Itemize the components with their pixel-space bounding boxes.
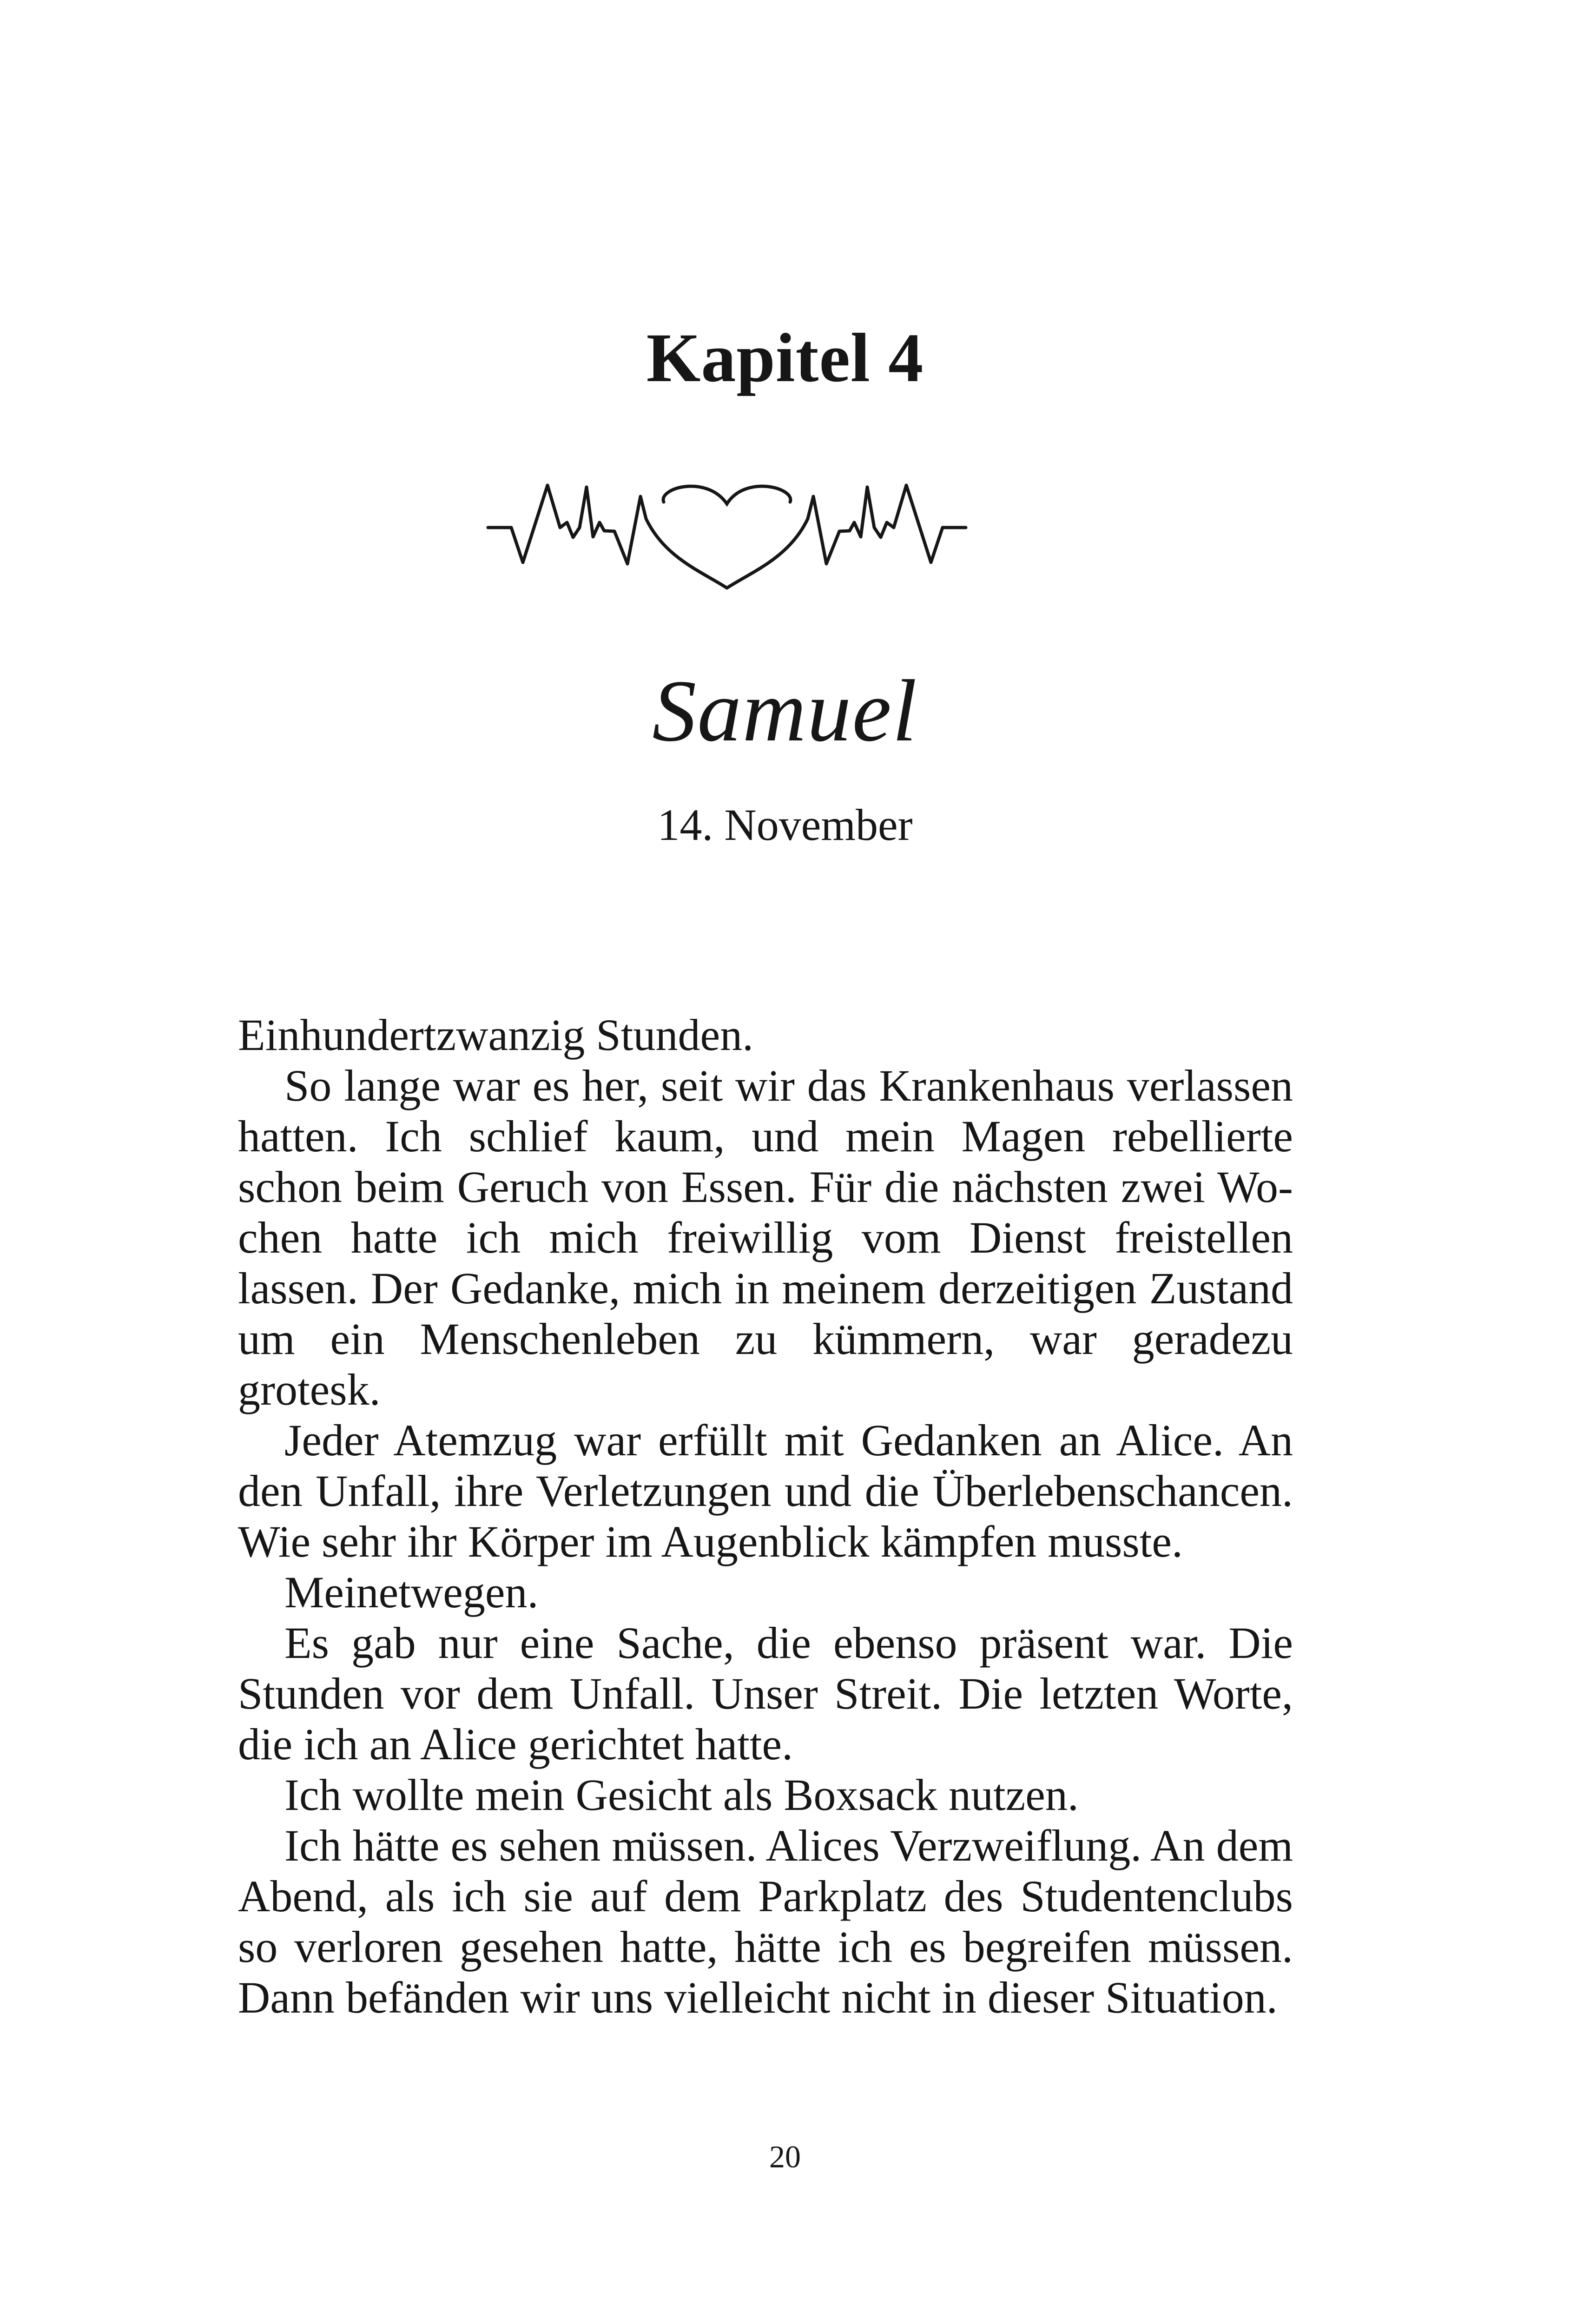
heartbeat-heart-icon: [483, 469, 1041, 609]
paragraph: Einhundertzwanzig Stunden.: [238, 1010, 754, 1060]
chapter-body: [238, 1010, 1293, 2023]
paragraph: Ich wollte mein Gesicht als Boxsack nutzen.: [284, 1770, 1079, 1820]
paragraph: Meinetwegen.: [284, 1567, 539, 1617]
paragraph: Jeder Atemzug war erfüllt mit Gedanken an Alice. An den Unfall, ihre Verletzungen und die Überlebenschancen. Wie sehr ihr Körper im Augenblick kämpfen musste.: [238, 1415, 1293, 1566]
page-number: 20: [769, 2139, 801, 2174]
pov-character-name: Samuel: [652, 662, 918, 760]
paragraph: Es gab nur eine Sache, die ebenso präsent war. Die Stunden vor dem Unfall. Unser Streit. Die letzten Worte, die ich an Alice gerichtet hatte.: [238, 1618, 1293, 1769]
chapter-date: 14. November: [657, 800, 913, 850]
paragraph: So lange war es her, seit wir das Krankenhaus verlassen hatten. Ich schlief kaum, und mein Magen rebellierte schon beim Geruch von Essen. Für die nächsten zwei Wochen hatte ich mich freiwillig vom Dienst freistellen lassen. Der Gedanke, mich in meinem derzeitigen Zustand um ein Menschenleben zu kümmern, war geradezu grotesk.: [238, 1061, 1293, 1414]
paragraph: Ich hätte es sehen müssen. Alices Verzweiflung. An dem Abend, als ich sie auf dem Parkplatz des Studentenclubs so verloren gesehen hatte, hätte ich es begreifen müssen. Dann befänden wir uns vielleicht nicht in dieser Situation.: [238, 1821, 1293, 2022]
chapter-title: Kapitel 4: [646, 319, 924, 396]
